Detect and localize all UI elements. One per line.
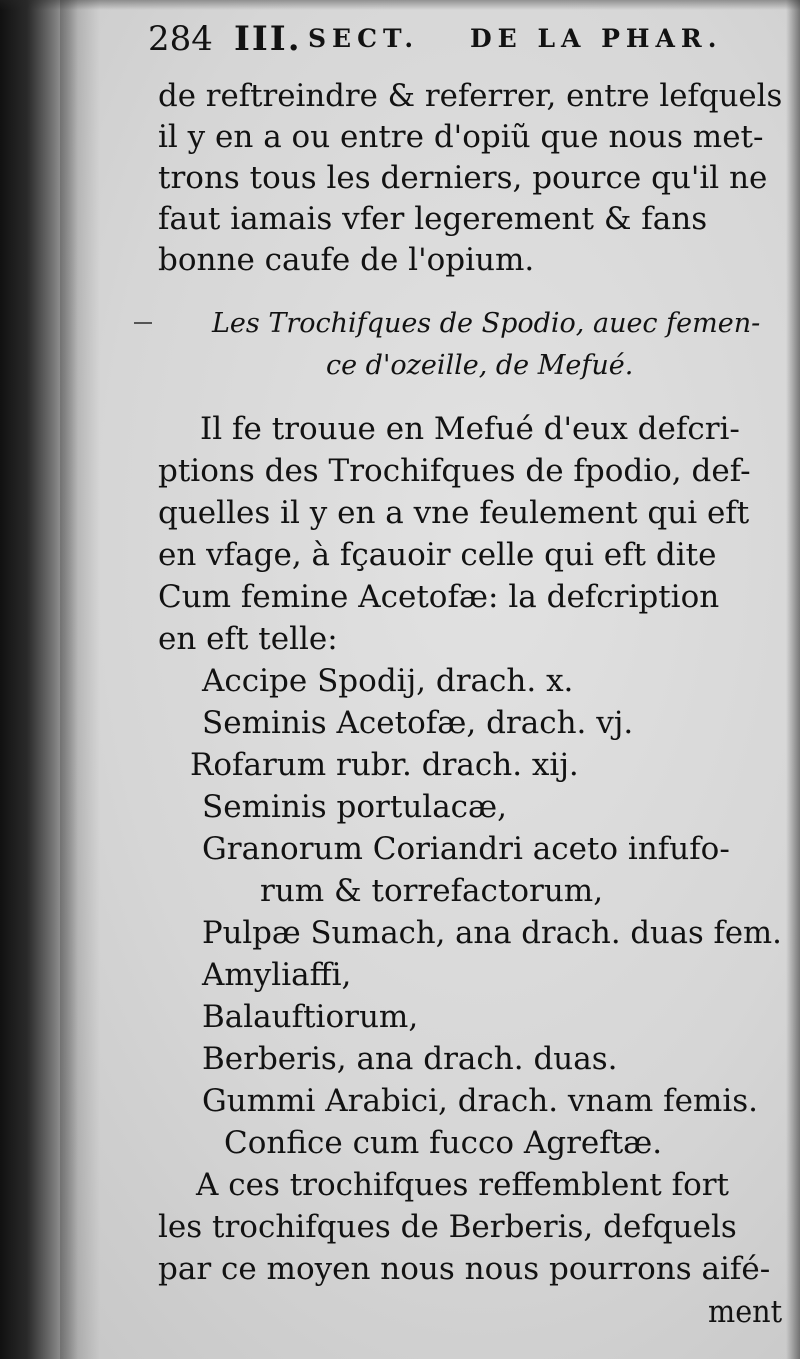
text-line: par ce moyen nous nous pourrons aifé- [158, 1251, 771, 1287]
text-line: Il fe trouue en Mefué d'eux defcri- [200, 411, 740, 447]
text-line: ptions des Trochifques de fpodio, def- [158, 453, 751, 489]
recipe-line: Accipe Spodij, drach. x. [202, 663, 574, 699]
recipe-line: Seminis portulacæ, [202, 789, 508, 825]
text-line: de reftreindre & referrer, entre lefquels [158, 78, 783, 114]
text-line: il y en a ou entre d'opiũ que nous met- [158, 119, 764, 155]
text-line: bonne caufe de l'opium. [158, 242, 535, 278]
recipe-line: Seminis Acetofæ, drach. vj. [202, 705, 634, 741]
catchword: ment [708, 1294, 783, 1330]
recipe-line: Confice cum fucco Agreftæ. [224, 1125, 663, 1161]
recipe-line: Balauftiorum, [202, 999, 419, 1035]
recipe-line: Amyliaffi, [202, 957, 352, 993]
section-heading: ce d'ozeille, de Mefué. [326, 350, 634, 381]
text-line: en eft telle: [158, 621, 338, 657]
recipe-line: rum & torrefactorum, [260, 873, 604, 909]
text-line: Cum femine Acetofæ: la defcription [158, 579, 720, 615]
header-title: DE LA PHAR. [470, 24, 723, 53]
text-line: quelles il y en a vne feulement qui eft [158, 495, 750, 531]
text-line: A ces trochifques reffemblent fort [196, 1167, 730, 1203]
page-number: 284 [148, 19, 213, 59]
section-heading: Les Trochifques de Spodio, auec femen- [212, 308, 761, 339]
header-part: III. [234, 19, 302, 59]
running-header [148, 14, 788, 64]
recipe-line: Rofarum rubr. drach. xij. [190, 747, 579, 783]
text-line: trons tous les derniers, pource qu'il ne [158, 160, 768, 196]
text-line: faut iamais vfer legerement & fans [158, 201, 708, 237]
page-edge-right [786, 0, 800, 1359]
margin-mark [134, 322, 152, 324]
recipe-line: Berberis, ana drach. duas. [202, 1041, 618, 1077]
page-edge-top [0, 0, 800, 10]
text-line: les trochifques de Berberis, defquels [158, 1209, 737, 1245]
recipe-line: Gummi Arabici, drach. vnam femis. [202, 1083, 759, 1119]
text-line: en vfage, à fçauoir celle qui eft dite [158, 537, 717, 573]
header-section: SECT. [308, 24, 420, 53]
recipe-line: Granorum Coriandri aceto infufo- [202, 831, 730, 867]
recipe-line: Pulpæ Sumach, ana drach. duas fem. [202, 915, 782, 951]
gutter-shadow [60, 0, 100, 1359]
